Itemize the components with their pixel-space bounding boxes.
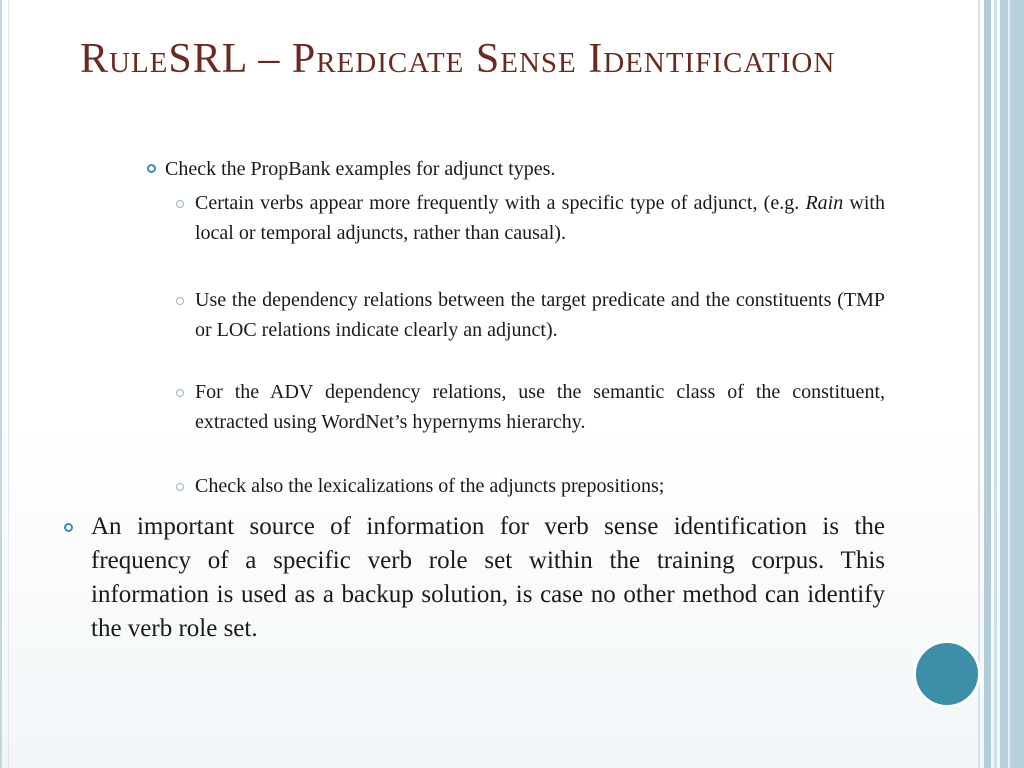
left-border-line [0,0,2,768]
bullet-icon [64,523,73,532]
sub-bullet-icon [176,200,184,208]
sub-bullet-text: Use the dependency relations between the target predicate and the constituents (TMP or LOC relations indicate clearly an adjunct). [195,289,885,341]
right-stripe-5 [1008,0,1010,768]
left-border-line-inner [8,0,9,768]
text-before-emphasis: Certain verbs appear more frequently with a specific type of adjunct, (e.g. [195,192,806,214]
bullet-text: Check the PropBank examples for adjunct types. [165,158,556,180]
sub-bullet-icon [176,483,184,491]
decorative-circle [913,640,981,708]
bullet-text: An important source of information for verb sense identification is the frequency of a specific verb role set within the training corpus. This information is used as a backup solution, is case no other method can identify the verb role set. [91,513,885,642]
bullet-item-adjunct-types [147,154,887,184]
bullet-item-frequency-source [64,510,886,646]
slide-title: RuleSRL – Predicate Sense Identification [80,36,836,82]
sub-bullet-item-dependency-relations [176,286,885,345]
sub-bullet-text: For the ADV dependency relations, use the semantic class of the constituent, extracted using WordNet’s hypernyms hierarchy. [195,381,885,433]
sub-bullet-item-lexicalizations [176,472,885,502]
right-stripe-4 [1000,0,1024,768]
sub-bullet-item-adv-relations [176,378,885,437]
sub-bullet-icon [176,389,184,397]
sub-bullet-item-frequent-verbs [176,189,885,248]
right-stripe-3 [994,0,997,768]
right-stripe-1 [978,0,980,768]
sub-bullet-text [195,189,885,248]
right-stripe-2 [984,0,991,768]
emphasized-word: Rain [805,192,844,214]
sub-bullet-text: Check also the lexicalizations of the adjuncts prepositions; [195,475,665,497]
sub-bullet-icon [176,297,184,305]
bullet-icon [147,164,156,173]
text-after-emphasis: with local or temporal adjuncts, rather than causal). [195,192,885,244]
